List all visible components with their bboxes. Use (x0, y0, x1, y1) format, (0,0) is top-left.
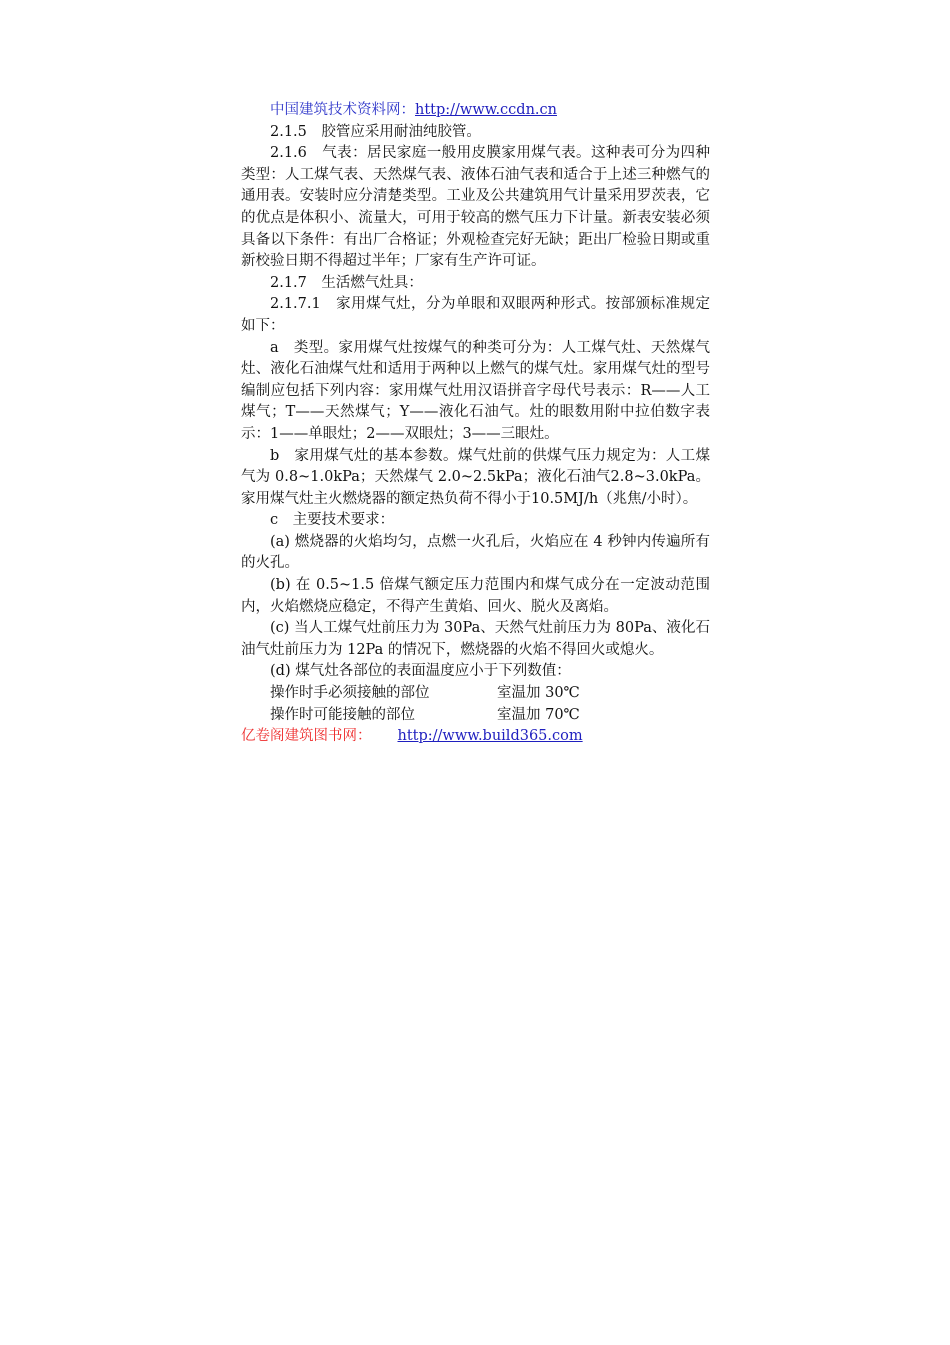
footer-source-line (241, 726, 710, 748)
temperature-value: 室温加 30℃ (497, 685, 580, 702)
paragraph-c-requirements: c 主要技术要求： (270, 512, 395, 529)
paragraph-req-b: (b) 在 0.5~1.5 倍煤气额定压力范围内和煤气成分在一定波动范围内，火焰燃烧应稳定，不得产生黄焰、回火、脱火及离焰。 (241, 577, 710, 615)
footer-site-label: 亿卷阁建筑图书网： (241, 728, 372, 745)
temperature-value: 室温加 70℃ (497, 706, 580, 723)
temperature-row (241, 683, 710, 705)
paragraph-2-1-6: 2.1.6 气表：居民家庭一般用皮膜家用煤气表。这种表可分为四种类型：人工煤气表、天然煤气表、液体石油气表和适合于上述三种燃气的通用表。安装时应分清楚类型。工业及公共建筑用气计量采用罗茨表，它的优点是体积小、流量大，可用于较高的燃气压力下计量。新表安装必须具备以下条件：有出厂合格证；外观检查完好无缺；距出厂检验日期或重新校验日期不得超过半年；厂家有生产许可证。 (241, 145, 710, 270)
paragraph-req-a: (a) 燃烧器的火焰均匀，点燃一火孔后，火焰应在 4 秒钟内传遍所有的火孔。 (241, 533, 710, 572)
header-source-line (241, 100, 710, 122)
document-page (241, 100, 710, 748)
temperature-row (241, 705, 710, 727)
paragraph-2-1-7-1: 2.1.7.1 家用煤气灶，分为单眼和双眼两种形式。按部颁标准规定如下： (241, 296, 710, 334)
temperature-part: 操作时可能接触的部位 (270, 706, 415, 723)
header-site-label: 中国建筑技术资料网： (270, 102, 415, 118)
paragraph-2-1-7: 2.1.7 生活燃气灶具： (270, 274, 423, 291)
temperature-part: 操作时手必须接触的部位 (270, 685, 430, 702)
paragraph-2-1-5: 2.1.5 胶管应采用耐油纯胶管。 (270, 123, 481, 140)
header-site-link[interactable]: http://www.ccdn.cn (415, 102, 557, 118)
paragraph-req-d: (d) 煤气灶各部位的表面温度应小于下列数值： (270, 663, 571, 680)
paragraph-req-c: (c) 当人工煤气灶前压力为 30Pa、天然气灶前压力为 80Pa、液化石油气灶前压力为 12Pa 的情况下，燃烧器的火焰不得回火或熄火。 (241, 620, 710, 658)
paragraph-b-parameters: b 家用煤气灶的基本参数。煤气灶前的供煤气压力规定为：人工煤气为 0.8~1.0kPa；天然煤气 2.0~2.5kPa；液化石油气2.8~3.0kPa。家用煤气灶主火燃烧器的额定热负荷不得小于10.5MJ/h（兆焦/小时）。 (241, 447, 710, 507)
footer-site-link[interactable]: http://www.build365.com (397, 728, 583, 745)
paragraph-a-types: a 类型。家用煤气灶按煤气的种类可分为：人工煤气灶、天然煤气灶、液化石油煤气灶和适用于两种以上燃气的煤气灶。家用煤气灶的型号编制应包括下列内容：家用煤气灶用汉语拼音字母代号表示：R——人工煤气；T——天然煤气；Y——液化石油气。灶的眼数用附中拉伯数字表示：1——单眼灶；2——双眼灶；3——三眼灶。 (241, 339, 710, 442)
